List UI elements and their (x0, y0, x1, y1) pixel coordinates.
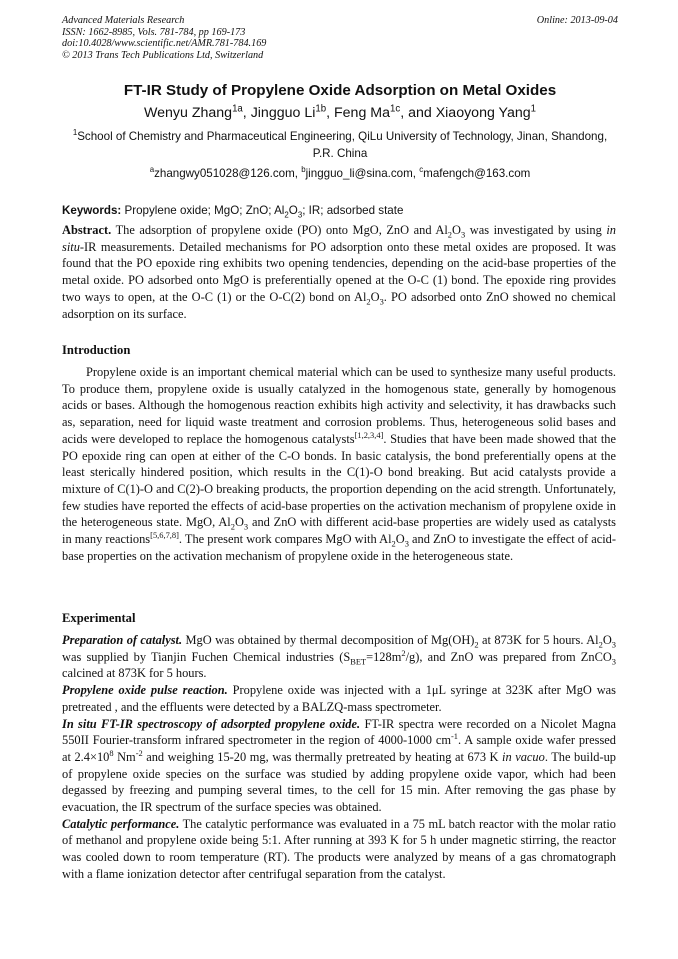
text-run: FT-IR spectra were recorded on a Nicolet Magna 550II Fourier-transform infrared spectrometer in the region of 4000-1000 cm (62, 716, 616, 748)
text-run: and ZnO to investigate the effect of acid-base properties on the activation mechanism of propylene oxide in the heterogeneous state. (62, 532, 617, 563)
experimental-section (62, 632, 616, 883)
affiliation-superscript: 1 (72, 128, 78, 138)
text-run: . The build-up of propylene oxide species on the surface was studied by adding propylene oxide vapor, which had been degassed by freezing and pumping several times, to the cell for 15 min. After removing the gas phase by evacuation, the IR spectrum of the surface species was obtained. (62, 749, 616, 815)
email-list (62, 166, 618, 182)
keyword: $Al_2O_3$ (274, 204, 303, 220)
email-link[interactable]: mafengch@163.com (423, 167, 531, 180)
abstract-paragraph: Abstract. The adsorption of propylene oxide (PO) onto MgO, ZnO and $Al_2O_3$ was investigated by using in situ-IR measurements. Detailed mechanisms for PO adsorption onto these metal oxides are proposed. It was found that the PO epoxide ring exhibits two opening tendencies, depending on the acid-base properties of the metal oxide. PO adsorbed onto MgO is preferentially opened at the O-C (1) bond. The epoxide ring provides two ways to open, at the O-C (1) or the O-C(2) bond on $Al_2O_3$. PO adsorbed onto ZnO showed no chemical adsorption on its surface. (62, 223, 616, 321)
experimental-heading: Experimental (62, 611, 136, 625)
online-date: Online: 2013-09-04 (536, 15, 618, 26)
text-run: in vacuo (502, 749, 545, 764)
keyword: MgO (214, 204, 240, 217)
text-run: -IR measurements. Detailed mechanisms for PO adsorption onto these metal oxides are proposed. It was found that the PO epoxide ring exhibits two opening tendencies, depending on the acid-base properties of the metal oxide. PO adsorbed onto MgO is preferentially opened at the O-C (1) bond. The epoxide ring provides two ways to open, at the O-C (1) or the O-C(2) bond on Al (62, 239, 616, 304)
text-run: . The present work compares MgO with Al (178, 532, 392, 547)
keyword: IR (308, 204, 321, 217)
text-run: O (452, 223, 461, 237)
author-separator: , (242, 105, 251, 121)
affiliation-text: School of Chemistry and Pharmaceutical Engineering, QiLu University of Technology, Jinan, Shandong, P.R. China (77, 130, 608, 160)
author-name: Xiaoyong Yang (435, 105, 531, 121)
author-name: Wenyu Zhang (143, 105, 233, 121)
keyword: Propylene oxide (124, 204, 208, 217)
keywords-label: Keywords: (62, 204, 122, 217)
text-run: O (234, 515, 244, 530)
author-list (62, 104, 618, 122)
author-superscript: 1a (232, 103, 243, 115)
author-separator: , (326, 105, 334, 121)
superscript: 8 (109, 747, 114, 758)
text-run: Propylene oxide is an important chemical material which can be used to synthesize many useful products. To produce them, propylene oxide is usually catalyzed in the homogenous state, generally by homogenous acids or bases. Although the homogenous reaction exhibits high activity and selectivity, it has drawbacks such as, separation, need for liquid waste treatment and corrosion problems. Thus, heterogeneous solid bases and acids were developed to replace the homogenous catalysts (62, 365, 616, 446)
text-run: in situ (62, 223, 616, 254)
text-run: O (395, 532, 405, 547)
experimental-paragraph: Preparation of catalyst. MgO was obtained by thermal decomposition of $Mg(OH)_2$ at 873K for 5 hours. $Al_2O_3$ was supplied by Tianjin Fuchen Chemical industries $(S_{BET}=128m^2/g)$, and ZnO was prepared from ZnCO$_3$ calcined at 873K for 5 hours. (62, 633, 617, 681)
citation[interactable]: [1,2,3,4] (354, 429, 384, 440)
citation[interactable]: [5,6,7,8] (150, 529, 179, 540)
experimental-paragraph (62, 816, 616, 883)
introduction-heading: Introduction (62, 343, 131, 357)
email-superscript: a (149, 165, 155, 175)
text-run: . A sample oxide wafer pressed at 2.4×10 (62, 733, 616, 764)
experimental-paragraph (62, 716, 616, 816)
author-superscript: 1b (315, 103, 327, 115)
keywords-line: Keywords: Propylene oxide; MgO; ZnO; $Al_2O_3$; IR; adsorbed state (62, 204, 404, 220)
copyright-line: © 2013 Trans Tech Publications Ltd, Switzerland (62, 49, 264, 61)
paragraph-lead: Preparation of catalyst. (62, 633, 183, 647)
text-run: . Studies that have been made showed that the PO epoxide ring can open at either of the C-O bonds. In basic catalysis, the bond preferentially opens at the least sterically hindered position, which results in the C(1)-O bond breaking. But acid catalysts provide a mixture of C(1)-O and C(2)-O breaking products, the proportion depending on the acid strength. Unfortunately, few studies have reported the effects of acid-base properties on the activation mechanism of propylene oxide in the heterogeneous state. MgO, Al (62, 431, 616, 530)
text-run: was supplied by Tianjin Fuchen Chemical industries (S (62, 649, 351, 664)
author-superscript: 1 (530, 103, 536, 115)
text-run: Propylene oxide was injected with a 1μL syringe at 323K after MgO was pretreated , and the effluents were detected by a BALZQ-mass spectrometer. (62, 683, 617, 714)
issn-line: ISSN: 1662-8985, Vols. 781-784, pp 169-173 (62, 26, 246, 38)
text-run: O (602, 633, 612, 647)
text-run: /g), and ZnO was prepared from ZnCO (405, 649, 612, 664)
abstract-label: Abstract. (62, 223, 112, 237)
keyword: adsorbed state (326, 204, 404, 217)
superscript: -2 (135, 747, 143, 758)
text-run: The catalytic performance was evaluated in a 75 mL batch reactor with the molar ratio of methanol and propylene oxide being 5:1. After running at 393 K for 5 h under magnetic stirring, the reactor was cooled down to room temperature (RT). The products were analyzed by means of a gas chromatograph with a flame ionization detector after centrifugal separation from the catalyst. (62, 816, 616, 881)
text-run: and weighing 15-20 mg, was thermally pretreated by heating at 673 K (142, 749, 503, 764)
text-run: The adsorption of propylene oxide (PO) onto MgO, ZnO and Al (115, 223, 448, 237)
experimental-paragraph (62, 682, 616, 715)
text-run: =128m (366, 649, 402, 664)
text-run: O (370, 289, 380, 304)
author-superscript: 1c (390, 103, 401, 115)
journal-header (62, 15, 618, 61)
superscript: -1 (450, 731, 458, 742)
text-run: was investigated by using (465, 223, 607, 237)
subscript: BET (350, 656, 367, 667)
text-run: and ZnO with different acid-base properties are widely used as catalysts in many reactions (62, 515, 617, 547)
text-run: . PO adsorbed onto ZnO showed no chemical adsorption on its surface. (62, 289, 616, 321)
affiliation (62, 129, 618, 162)
author-separator: , and (400, 105, 436, 121)
text-run: MgO was obtained by thermal decomposition of Mg(OH) (182, 633, 475, 647)
email-superscript: c (419, 165, 424, 175)
journal-name: Advanced Materials Research (62, 15, 185, 26)
email-separator: , (294, 167, 302, 180)
paragraph-lead: Catalytic performance. (62, 816, 180, 831)
email-link[interactable]: zhangwy051028@126.com (154, 167, 295, 180)
text-run: Nm (113, 749, 136, 764)
email-link[interactable]: jingguo_li@sina.com (305, 167, 413, 180)
email-separator: , (412, 167, 420, 180)
paragraph-lead: Propylene oxide pulse reaction. (62, 683, 228, 698)
author-name: Jingguo Li (250, 105, 316, 121)
email-superscript: b (301, 165, 306, 175)
keyword: ZnO (245, 204, 269, 217)
introduction-paragraph: Propylene oxide is an important chemical material which can be used to synthesize many useful products. To produce them, propylene oxide is usually catalyzed in the homogenous state, generally by homogenous acids or bases. Although the homogenous reaction exhibits high activity and selectivity, it has drawbacks such as, separation, need for liquid waste treatment and corrosion problems. Thus, heterogeneous solid bases and acids were developed to replace the homogenous catalysts[1,2,3,4]. Studies that have been made showed that the PO epoxide ring can open at either of the C-O bonds. In basic catalysis, the bond preferentially opens at the least sterically hindered position, which results in the C(1)-O bond breaking. But acid catalysts provide a mixture of C(1)-O and C(2)-O breaking products, the proportion depending on the acid strength. Unfortunately, few studies have reported the effects of acid-base properties on the activation mechanism of propylene oxide in the heterogeneous state. MgO, $Al_2O_3$ and ZnO with different acid-base properties are widely used as catalysts in many reactions[5,6,7,8]. The present work compares MgO with $Al_2O_3$ and ZnO to investigate the effect of acid-base properties on the activation mechanism of propylene oxide in the heterogeneous state. (62, 365, 617, 563)
author-name: Feng Ma (334, 105, 390, 121)
paragraph-lead: In situ FT-IR spectroscopy of adsorpted propylene oxide. (62, 716, 361, 731)
text-run: at 873K for 5 hours. Al (478, 633, 599, 647)
text-run: calcined at 873K for 5 hours. (62, 666, 207, 681)
doi-line: doi:10.4028/www.scientific.net/AMR.781-784.169 (62, 38, 267, 49)
paper-title: FT-IR Study of Propylene Oxide Adsorption on Metal Oxides (123, 82, 557, 99)
